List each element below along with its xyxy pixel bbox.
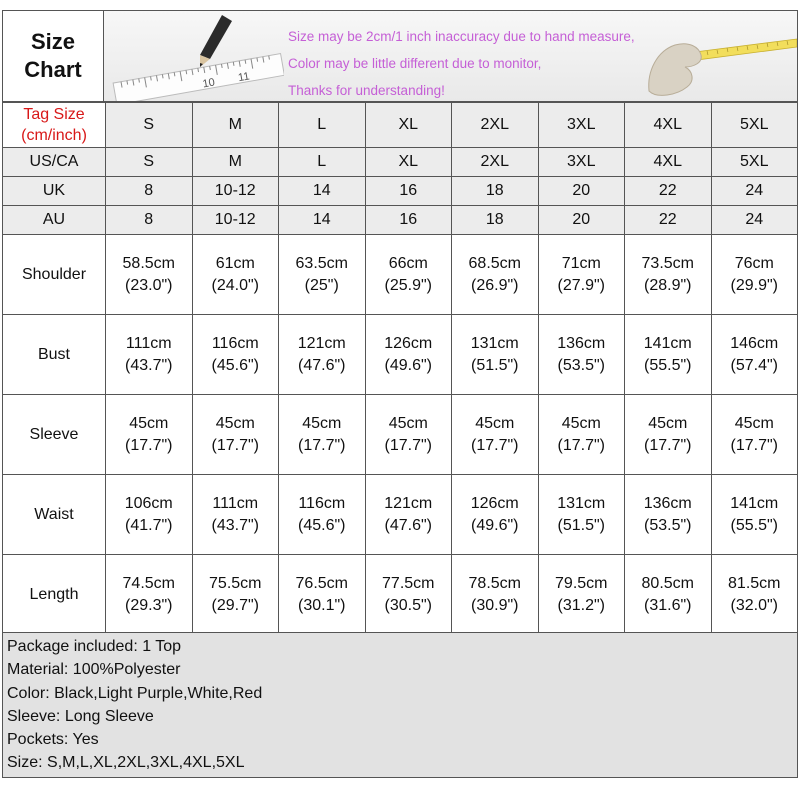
- measure-cell: 131cm (51.5"): [538, 475, 625, 555]
- table-cell: 2XL: [452, 148, 539, 177]
- table-cell: 24: [711, 177, 798, 206]
- measure-cell: 77.5cm (30.5"): [365, 555, 452, 635]
- us-ca-row: [3, 148, 798, 177]
- waist-row: [3, 475, 798, 555]
- measure-cell: 63.5cm (25"): [279, 235, 366, 315]
- tag-size-cell: M: [192, 103, 279, 148]
- measure-cell: 106cm (41.7"): [106, 475, 193, 555]
- table-cell: 10-12: [192, 177, 279, 206]
- row-label: US/CA: [3, 148, 106, 177]
- tag-size-row: [3, 103, 798, 148]
- measure-disclaimer: [288, 23, 635, 102]
- row-label: Waist: [3, 475, 106, 555]
- measure-cell: 121cm (47.6"): [365, 475, 452, 555]
- table-cell: 10-12: [192, 206, 279, 235]
- row-label: Bust: [3, 315, 106, 395]
- tag-size-cell: S: [106, 103, 193, 148]
- measure-cell: 66cm (25.9"): [365, 235, 452, 315]
- table-cell: 16: [365, 177, 452, 206]
- table-cell: 18: [452, 177, 539, 206]
- hand-icon: [649, 44, 702, 96]
- table-cell: 14: [279, 206, 366, 235]
- measure-cell: 141cm (55.5"): [711, 475, 798, 555]
- detail-material: Material: 100%Polyester: [7, 661, 181, 679]
- ruler-number-11: 11: [237, 70, 251, 85]
- table-cell: 20: [538, 206, 625, 235]
- table-cell: 22: [625, 206, 712, 235]
- measure-cell: 74.5cm (29.3"): [106, 555, 193, 635]
- row-label: UK: [3, 177, 106, 206]
- product-details: [2, 632, 798, 778]
- tag-size-cell: 2XL: [452, 103, 539, 148]
- measure-cell: 116cm (45.6"): [192, 315, 279, 395]
- measure-cell: 75.5cm (29.7"): [192, 555, 279, 635]
- measure-cell: 45cm (17.7"): [192, 395, 279, 475]
- measure-cell: 126cm (49.6"): [365, 315, 452, 395]
- detail-pockets: Pockets: Yes: [7, 731, 99, 749]
- table-cell: 14: [279, 177, 366, 206]
- table-cell: 24: [711, 206, 798, 235]
- measure-cell: 111cm (43.7"): [192, 475, 279, 555]
- measure-cell: 78.5cm (30.9"): [452, 555, 539, 635]
- measure-cell: 68.5cm (26.9"): [452, 235, 539, 315]
- measure-cell: 80.5cm (31.6"): [625, 555, 712, 635]
- tag-size-cell: XL: [365, 103, 452, 148]
- measure-cell: 141cm (55.5"): [625, 315, 712, 395]
- measure-cell: 136cm (53.5"): [625, 475, 712, 555]
- table-cell: 20: [538, 177, 625, 206]
- disclaimer-line-3: Thanks for understanding!: [288, 83, 445, 98]
- pencil-icon: [200, 15, 232, 67]
- size-table: [2, 102, 798, 635]
- measure-cell: 121cm (47.6"): [279, 315, 366, 395]
- measure-cell: 126cm (49.6"): [452, 475, 539, 555]
- au-row: [3, 206, 798, 235]
- row-label: Shoulder: [3, 235, 106, 315]
- measure-banner: [104, 10, 798, 102]
- measure-cell: 45cm (17.7"): [452, 395, 539, 475]
- detail-sleeve: Sleeve: Long Sleeve: [7, 707, 154, 725]
- measure-cell: 79.5cm (31.2"): [538, 555, 625, 635]
- row-label: AU: [3, 206, 106, 235]
- chart-title-line1: Size: [30, 29, 76, 54]
- measure-cell: 136cm (53.5"): [538, 315, 625, 395]
- table-cell: 18: [452, 206, 539, 235]
- measure-cell: 111cm (43.7"): [106, 315, 193, 395]
- disclaimer-line-2: Color may be little different due to monitor,: [288, 56, 542, 71]
- row-label: Length: [3, 555, 106, 635]
- length-row: [3, 555, 798, 635]
- chart-title-line2: Chart: [24, 57, 82, 82]
- detail-color: Color: Black,Light Purple,White,Red: [7, 684, 263, 702]
- tag-size-label: Tag Size (cm/inch): [3, 103, 106, 148]
- measure-cell: 76.5cm (30.1"): [279, 555, 366, 635]
- table-cell: XL: [365, 148, 452, 177]
- ruler-number-10: 10: [201, 76, 216, 91]
- tag-size-cell: L: [279, 103, 366, 148]
- shoulder-row: [3, 235, 798, 315]
- measure-cell: 73.5cm (28.9"): [625, 235, 712, 315]
- measure-cell: 81.5cm (32.0"): [711, 555, 798, 635]
- measure-cell: 45cm (17.7"): [625, 395, 712, 475]
- table-cell: L: [279, 148, 366, 177]
- measure-cell: 58.5cm (23.0"): [106, 235, 193, 315]
- disclaimer-line-1: Size may be 2cm/1 inch inaccuracy due to hand measure,: [288, 29, 635, 44]
- measure-cell: 45cm (17.7"): [538, 395, 625, 475]
- measure-cell: 45cm (17.7"): [106, 395, 193, 475]
- table-cell: S: [106, 148, 193, 177]
- table-cell: 16: [365, 206, 452, 235]
- table-cell: 4XL: [625, 148, 712, 177]
- chart-title: [2, 10, 104, 102]
- ruler-pencil-illustration: [104, 11, 284, 101]
- uk-row: [3, 177, 798, 206]
- measure-cell: 71cm (27.9"): [538, 235, 625, 315]
- measure-cell: 45cm (17.7"): [365, 395, 452, 475]
- row-label: Sleeve: [3, 395, 106, 475]
- measure-cell: 116cm (45.6"): [279, 475, 366, 555]
- bust-row: [3, 315, 798, 395]
- measure-cell: 146cm (57.4"): [711, 315, 798, 395]
- measure-cell: 45cm (17.7"): [279, 395, 366, 475]
- measure-cell: 131cm (51.5"): [452, 315, 539, 395]
- hand-tape-illustration: [637, 11, 797, 101]
- tag-size-cell: 3XL: [538, 103, 625, 148]
- table-cell: 5XL: [711, 148, 798, 177]
- measure-cell: 45cm (17.7"): [711, 395, 798, 475]
- detail-size: Size: S,M,L,XL,2XL,3XL,4XL,5XL: [7, 754, 245, 772]
- table-cell: 8: [106, 206, 193, 235]
- measuring-tape-icon: [687, 39, 797, 61]
- table-cell: 22: [625, 177, 712, 206]
- table-cell: M: [192, 148, 279, 177]
- tag-size-cell: 4XL: [625, 103, 712, 148]
- tag-size-cell: 5XL: [711, 103, 798, 148]
- sleeve-row: [3, 395, 798, 475]
- table-cell: 8: [106, 177, 193, 206]
- measure-cell: 61cm (24.0"): [192, 235, 279, 315]
- detail-package: Package included: 1 Top: [7, 638, 182, 655]
- measure-cell: 76cm (29.9"): [711, 235, 798, 315]
- table-cell: 3XL: [538, 148, 625, 177]
